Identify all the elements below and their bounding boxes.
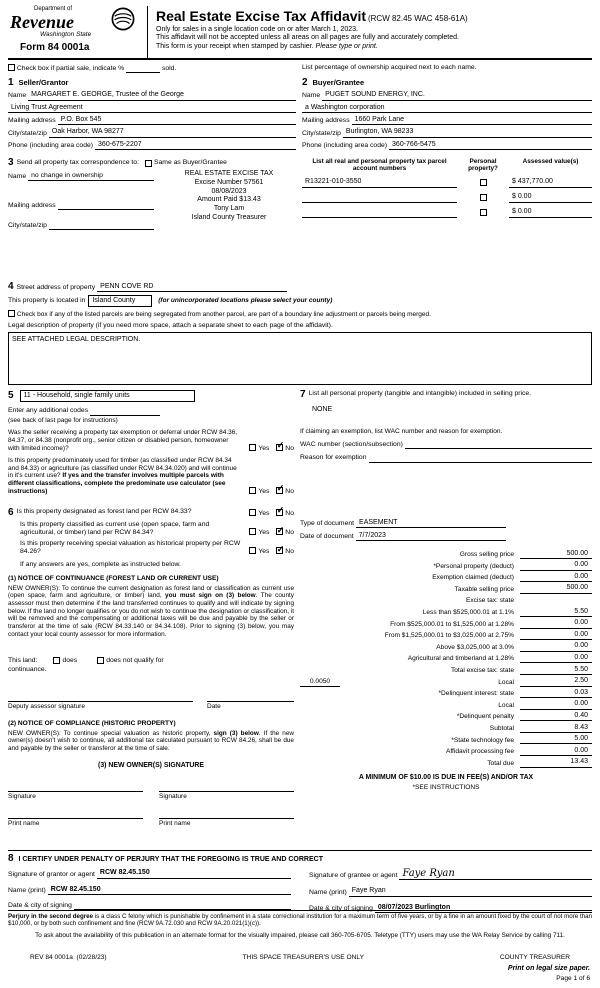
section-5 (8, 390, 294, 496)
alt-format-notice: To ask about the availability of this publication in an alternate format for the visually impaired, please call 360-705-6705. Teletype (TTY) users may use the WA Relay Service by calling 711. (35, 932, 565, 939)
form-header (8, 6, 592, 60)
forest-land-question: Is this property designated as forest land per RCW 84.33? (16, 508, 192, 515)
amount-label: *Personal property (deduct) (433, 562, 514, 570)
new-owner-signature-row (8, 782, 294, 801)
compliance-text-bold: sign (3) below (213, 729, 259, 737)
historical-property-answer (240, 543, 294, 556)
exemption-reason-label: Reason for exemption (300, 454, 367, 462)
personal-property-deduct-row (300, 559, 592, 571)
amount-label: Affidavit processing fee (445, 748, 514, 756)
exemption-question: Was the seller receiving a property tax exemption or deferral under RCW 84.36, 84.37, or 84.38 (nonprofit org., senior citizen or disabled person, homeowner with limited income)? (8, 429, 238, 452)
section-2-number: 2 (302, 77, 308, 88)
deputy-signature-line[interactable] (8, 692, 193, 702)
additional-codes-note: (see back of last page for instructions) (8, 416, 118, 424)
amount-label: *Delinquent penalty (456, 713, 514, 721)
amount-value[interactable]: 0.00 (520, 561, 592, 570)
dept-of-label: Department of (34, 6, 73, 12)
amount-label: Less than $525,000.01 at 1.1% (422, 609, 514, 617)
compliance-text-2: . If the new owner(s) doesn't wish to continue, all additional tax calculated pursuant to RCW 84.26, shall be due and payable by the seller or transferor at the time of sale. (8, 729, 295, 752)
continuance-text-bold: you must sign on (3) below (165, 592, 256, 600)
affidavit-processing-fee-row (300, 744, 592, 756)
check-icon: ✓ (276, 524, 285, 535)
compliance-paragraph (8, 730, 294, 753)
timber-answer (240, 483, 294, 496)
grantee-date-input[interactable]: 08/07/2023 Burlington (375, 904, 592, 913)
continuance-wrap-label: continuance. (8, 665, 47, 673)
timber-question (8, 457, 240, 496)
grantor-print-name-label: Name (print) (8, 887, 46, 895)
segregated-checkbox[interactable] (8, 310, 15, 317)
total-excise-state-row (300, 663, 592, 675)
amount-value[interactable]: 13.43 (520, 758, 592, 767)
legal-description-label: Legal description of property (if you need more space, attach a separate sheet to each page of the affidavit). (8, 321, 333, 329)
stamp-line: Excise Number 57561 (194, 178, 264, 186)
deputy-date-label: Date (207, 702, 221, 710)
buyer-mailing-input[interactable]: 1660 Park Lane (352, 116, 592, 125)
this-land-label: This land: (8, 656, 38, 664)
no-checkbox[interactable] (276, 483, 285, 494)
correspondence-mailing-input[interactable] (58, 202, 154, 210)
yes-label: Yes (258, 509, 270, 517)
personal-property-checkbox[interactable] (480, 209, 487, 216)
buyer-name-label: Name (302, 92, 321, 100)
grantee-date-city-label: Date & city of signing (309, 905, 373, 913)
amount-label: Subtotal (489, 724, 514, 732)
grantee-name-input[interactable]: Faye Ryan (349, 887, 592, 896)
personal-property-checkbox[interactable] (480, 194, 487, 201)
new-owner-print-line-1[interactable] (8, 809, 143, 819)
does-not-label: does not qualify for (106, 656, 164, 664)
tier2-row (300, 617, 592, 629)
grantor-signature-label: Signature of grantor or agent (8, 870, 95, 878)
delinquent-interest-local-row (300, 698, 592, 710)
buyer-section (302, 78, 592, 150)
parcel-numbers-header: List all real and personal property tax parcel account numbers (312, 158, 447, 173)
buyer-phone-input[interactable]: 360-766-5475 (389, 141, 592, 150)
property-located-label: This property is located in (8, 297, 86, 305)
legal-description-box[interactable] (8, 332, 592, 385)
amount-label: Taxable selling price (454, 585, 514, 593)
dept-state: Washington State (40, 31, 92, 39)
amount-label: Exemption claimed (deduct) (432, 574, 514, 582)
buyer-mailing-label: Mailing address (302, 117, 350, 125)
tax-computation-table (300, 547, 592, 767)
new-owner-print-row (8, 809, 294, 828)
continuance-paragraph (8, 585, 294, 639)
stamp-line: REAL ESTATE EXCISE TAX (184, 170, 274, 177)
state-technology-fee-row (300, 733, 592, 745)
minimum-due-note: A MINIMUM OF $10.00 IS DUE IN FEE(S) AND/OR TAX (358, 773, 534, 781)
grantor-signature-block (8, 869, 291, 913)
rev-number: REV 84 0001a (02/28/23) (30, 954, 107, 961)
buyer-phone-label: Phone (including area code) (302, 141, 388, 149)
seller-phone-label: Phone (including area code) (8, 141, 94, 149)
parcel-number-input[interactable]: R13221-010-3550 (302, 178, 457, 187)
forest-land-answer (240, 505, 294, 518)
seller-section (8, 78, 296, 150)
wac-number-input[interactable] (405, 441, 592, 449)
yes-label: Yes (258, 529, 270, 537)
partial-sale-sold-label: sold. (161, 65, 177, 72)
grantee-print-name-label: Name (print) (309, 888, 347, 896)
exemption-claim-note: If claiming an exemption, list WAC number and reason for exemption. (300, 428, 503, 436)
partial-sale-label: Check box if partial sale, indicate % (16, 65, 125, 72)
seller-name-input-2[interactable]: Living Trust Agreement (8, 104, 296, 113)
amount-value[interactable]: 0.40 (520, 712, 592, 721)
amount-value[interactable]: 0.00 (520, 747, 592, 756)
street-address-input[interactable]: PENN COVE RD (97, 283, 287, 292)
no-label: No (285, 487, 294, 495)
local-tax-row (300, 675, 592, 687)
county-select[interactable]: Island County (88, 295, 152, 307)
does-not-checkbox[interactable] (97, 657, 104, 664)
amount-value[interactable]: 5.50 (520, 666, 592, 675)
check-icon: ✓ (276, 543, 285, 554)
header-note-2: This affidavit will not be accepted unless all areas on all pages are fully and accurately completed. (156, 34, 459, 42)
section-4-number: 4 (8, 281, 14, 292)
yes-checkbox[interactable] (249, 547, 256, 554)
assessed-value-header: Assessed value(s) (522, 158, 579, 165)
section-6-number: 6 (8, 507, 14, 518)
seller-city-label: City/state/zip (8, 129, 47, 137)
exemption-reason-input[interactable] (369, 455, 593, 463)
amount-value[interactable]: 0.00 (520, 631, 592, 640)
check-icon: ✓ (276, 440, 285, 451)
treasurer-space-label: THIS SPACE TREASURER'S USE ONLY (242, 954, 364, 961)
amount-label: Excise tax: state (465, 597, 514, 605)
parcel-row (302, 188, 592, 203)
amount-label: *State technology fee (451, 736, 514, 744)
header-note-3-italic: Please type or print. (315, 42, 378, 50)
page-number: Page 1 of 6 (556, 975, 590, 982)
wac-number-label: WAC number (section/subsection) (300, 441, 403, 449)
section-7 (300, 390, 592, 792)
county-select-note: (for unincorporated locations please select your county) (158, 297, 333, 305)
correspondence-city-input[interactable] (49, 222, 154, 230)
current-use-answer (240, 524, 294, 537)
new-owner-signature-line-1[interactable] (8, 782, 143, 792)
grantee-signature-label: Signature of grantee or agent (309, 872, 398, 880)
no-label: No (285, 509, 294, 517)
yes-checkbox[interactable] (249, 509, 256, 516)
grantee-signature-block (309, 869, 592, 913)
yes-label: Yes (258, 548, 270, 556)
no-label: No (285, 444, 294, 452)
title-block (148, 6, 592, 58)
no-label: No (285, 548, 294, 556)
delinquent-penalty-row (300, 710, 592, 722)
new-owner-print-line-2[interactable] (159, 809, 294, 819)
personal-property-checkbox[interactable] (480, 179, 487, 186)
additional-codes-input[interactable] (90, 408, 160, 416)
correspondence-city-label: City/state/zip (8, 222, 47, 229)
section-7-number: 7 (300, 389, 306, 400)
partial-sale-row (8, 64, 592, 74)
amount-label: Gross selling price (459, 551, 514, 559)
new-owner-signature-heading: (3) NEW OWNER(S) SIGNATURE (98, 761, 204, 769)
grantor-date-city-label: Date & city of signing (8, 902, 72, 910)
correspondence-mailing-label: Mailing address (8, 202, 56, 209)
amount-label: Agricultural and timberland at 1.28% (407, 655, 514, 663)
agricultural-timberland-row (300, 652, 592, 664)
correspondence-name-input[interactable]: no change in ownership (28, 172, 154, 181)
yes-checkbox[interactable] (249, 528, 256, 535)
seller-name-input[interactable]: MARGARET E. GEORGE, Trustee of the George (28, 91, 296, 100)
amount-label: *Delinquent interest: state (438, 690, 514, 698)
amount-value[interactable]: 0.00 (520, 619, 592, 628)
agency-block (8, 6, 148, 58)
new-owner-signature-line-2[interactable] (159, 782, 294, 792)
no-checkbox[interactable] (276, 543, 285, 554)
stamp-line: Amount Paid $13.43 (197, 196, 261, 204)
buyer-title: Buyer/Grantee (312, 78, 365, 87)
section-8-number: 8 (8, 853, 14, 864)
parcel-number-input[interactable] (302, 194, 457, 203)
document-date-input[interactable]: 7/7/2023 (356, 532, 506, 541)
treasurer-stamp (156, 170, 302, 223)
excise-tax-state-header-row (300, 594, 592, 606)
answers-yes-note: If any answers are yes, complete as instructed below. (20, 560, 181, 568)
timber-question-text: Is this property predominately used for timber (as classified under RCW 84.34 and 84.33) or agriculture (as classified under RCW 84.34.020) and will continue in it's current use? (8, 456, 237, 480)
amount-label: Above $3,025,000 at 3.0% (436, 643, 514, 651)
assessed-value-input[interactable]: $ 0.00 (509, 193, 592, 202)
header-note-1: Only for sales in a single location code on or after March 1, 2023. (156, 25, 358, 33)
perjury-text: is a class C felony which is punishable by confinement in a state correctional institution for a maximum term of five years, or by a fine in an amount fixed by the court of not more than $10,000, or by both such confinement and fine (RCW 9A.72.030 and RCW 9A.20.021(1)(c)). (8, 913, 592, 928)
partial-sale-percent-input[interactable] (126, 65, 160, 73)
seller-mailing-input[interactable]: P.O. Box 545 (58, 116, 296, 125)
same-as-buyer-checkbox[interactable] (145, 160, 152, 167)
amount-value[interactable]: 0.00 (520, 654, 592, 663)
continuance-text-2: . The county assessor must then determine if the land transferred continues to qualify and will indicate by signing below. If the land no longer qualifies or you do not wish to continue the designation or classification, it will be removed and the compensating or additional taxes will be due and payable by the seller or transferor at the time of sale (RCW 84.33.140 or 84.34.108). Prior to signing (3) below, you may contact your local county assessor for more information. (8, 592, 295, 638)
section-3 (8, 158, 592, 278)
no-checkbox[interactable] (276, 440, 285, 451)
see-instructions-note: *SEE INSTRUCTIONS (412, 783, 480, 791)
parcel-row (302, 173, 592, 188)
amount-label: From $1,525,000.01 to $3,025,000 at 2.75% (384, 632, 514, 640)
personal-property-value[interactable]: NONE (312, 406, 333, 413)
amount-value[interactable]: 0.00 (520, 573, 592, 582)
personal-property-header: Personal property? (468, 158, 498, 173)
exemption-answer (240, 440, 294, 453)
section-3-number: 3 (8, 157, 14, 168)
partial-sale-checkbox[interactable] (8, 64, 15, 71)
parcel-number-input[interactable] (302, 209, 457, 218)
amount-label: From $525,000.01 to $1,525,000 at 1.28% (390, 620, 514, 628)
exemption-claimed-row (300, 571, 592, 583)
perjury-notice (8, 910, 592, 928)
check-icon: ✓ (276, 505, 285, 516)
dor-logo-icon (111, 7, 135, 34)
deputy-date-line[interactable] (207, 692, 294, 702)
subtotal-row (300, 721, 592, 733)
footer-row (30, 954, 570, 962)
correspondence-name-label: Name (8, 173, 27, 180)
tier1-row (300, 605, 592, 617)
perjury-lead: Perjury in the second degree (8, 913, 94, 920)
seller-title: Seller/Grantor (18, 78, 69, 87)
county-treasurer-label: COUNTY TREASURER (499, 954, 570, 961)
amount-value[interactable]: 500.00 (520, 584, 592, 593)
delinquent-interest-state-row (300, 687, 592, 699)
land-use-code-select[interactable]: 11 - Household, single family units (20, 390, 195, 402)
segregated-label: Check box if any of the listed parcels are being segregated from another parcel, are part of a boundary line adjustment or parcels being merged. (16, 311, 431, 319)
amount-value[interactable]: 0.00 (520, 700, 592, 709)
buyer-city-input[interactable]: Burlington, WA 98233 (343, 128, 592, 137)
certify-statement: I CERTIFY UNDER PENALTY OF PERJURY THAT THE FOREGOING IS TRUE AND CORRECT (18, 856, 323, 863)
stamp-line: Island County Treasurer (191, 213, 267, 221)
current-use-question: Is this property classified as current use (open space, farm and agricultural, or timber) land per RCW 84.34? (20, 521, 210, 537)
compliance-text-1: NEW OWNER(S): To continue special valuation as historic property, (8, 729, 214, 737)
street-address-label: Street address of property (16, 283, 96, 291)
section-4 (8, 282, 592, 385)
section-8 (8, 850, 592, 913)
tier3-row (300, 629, 592, 641)
stamp-line: Tony Lam (213, 205, 245, 212)
no-checkbox[interactable] (276, 524, 285, 535)
parcel-table (302, 158, 592, 218)
total-due-row (300, 756, 592, 768)
seller-mailing-label: Mailing address (8, 117, 56, 125)
amount-value[interactable]: 0.03 (520, 689, 592, 698)
section-1-number: 1 (8, 77, 14, 88)
amount-value[interactable]: 0.00 (520, 642, 592, 651)
amount-label: Local (498, 678, 514, 686)
amount-value[interactable]: 5.50 (520, 608, 592, 617)
grantor-signature-line[interactable]: RCW 82.45.150 (97, 869, 291, 878)
timber-question-bold: If yes and the transfer involves multiple parcels with different classifications, complete the predominate use calculator (see instructions) (8, 472, 226, 495)
grantor-name-input[interactable]: RCW 82.45.150 (48, 886, 291, 895)
section-5-number: 5 (8, 390, 14, 402)
does-label: does (62, 656, 78, 664)
signature-label: Signature (159, 792, 187, 800)
deputy-assessor-row (8, 692, 294, 711)
parcel-row (302, 203, 592, 218)
amount-value[interactable]: 2.50 (520, 677, 592, 686)
no-checkbox[interactable] (276, 505, 285, 516)
compliance-heading: (2) NOTICE OF COMPLIANCE (HISTORIC PROPERTY) (8, 719, 176, 727)
gross-selling-price-row (300, 547, 592, 559)
no-label: No (285, 529, 294, 537)
dept-name: Revenue (10, 12, 74, 33)
print-note: Print on legal size paper. (507, 965, 590, 972)
document-type-input[interactable]: EASEMENT (356, 519, 506, 528)
grantee-signature-line[interactable]: Faye Ryan (399, 869, 592, 880)
amount-value[interactable]: 8.43 (520, 724, 592, 733)
land-qualify-row (8, 657, 294, 665)
continuance-heading: (1) NOTICE OF CONTINUANCE (FOREST LAND OR CURRENT USE) (8, 574, 219, 582)
amount-label: Local (498, 701, 514, 709)
buyer-name-input-2[interactable]: a Washington corporation (302, 104, 592, 113)
yes-label: Yes (258, 444, 270, 452)
buyer-name-input[interactable]: PUGET SOUND ENERGY, INC. (322, 91, 592, 100)
document-date-label: Date of document (300, 533, 354, 541)
seller-phone-input[interactable]: 360-675-2207 (95, 141, 296, 150)
personal-property-intro: List all personal property (tangible and intangible) included in selling price. (308, 390, 532, 397)
correspondence-label: Send all property tax correspondence to: (16, 158, 139, 166)
does-checkbox[interactable] (53, 657, 60, 664)
taxable-selling-price-row (300, 582, 592, 594)
amount-label: Total excise tax: state (450, 667, 514, 675)
assessed-value-input[interactable]: $ 437,770.00 (509, 178, 592, 187)
document-type-label: Type of document (300, 519, 355, 527)
continuance-text-1: NEW OWNER(S): To continue the current designation as forest land or classification as current use (open space, farm and agriculture, or timber) land, (8, 584, 294, 600)
print-name-label: Print name (8, 819, 40, 827)
page-title: Real Estate Excise Tax Affidavit (156, 8, 367, 24)
section-6 (8, 505, 295, 827)
ownership-percentage-note: List percentage of ownership acquired next to each name. (302, 64, 477, 71)
amount-value[interactable]: 5.00 (520, 735, 592, 744)
deputy-signature-label: Deputy assessor signature (8, 702, 85, 710)
legal-description-value: SEE ATTACHED LEGAL DESCRIPTION. (12, 335, 141, 343)
title-rcw-ref: (RCW 82.45 WAC 458-61A) (367, 14, 468, 23)
amount-value[interactable]: 500.00 (520, 550, 592, 559)
amount-value (520, 596, 592, 605)
seller-name-label: Name (8, 92, 27, 100)
seller-city-input[interactable]: Oak Harbor, WA 98277 (49, 128, 296, 137)
yes-checkbox[interactable] (249, 444, 256, 451)
print-name-label: Print name (159, 819, 191, 827)
signature-label: Signature (8, 792, 36, 800)
check-icon: ✓ (276, 483, 285, 494)
header-note-3: This form is your receipt when stamped by cashier. (156, 42, 314, 50)
additional-codes-label: Enter any additional codes (8, 407, 89, 415)
amount-label: Total due (487, 759, 514, 767)
historical-property-question: Is this property receiving special valuation as historical property per RCW 84.26? (20, 540, 241, 556)
form-number: Form 84 0001a (20, 41, 90, 53)
yes-checkbox[interactable] (249, 487, 256, 494)
assessed-value-input[interactable]: $ 0.00 (509, 208, 592, 217)
local-rate-value[interactable]: 0.0050 (300, 678, 340, 687)
buyer-city-label: City/state/zip (302, 129, 341, 137)
yes-label: Yes (258, 487, 270, 495)
same-as-buyer-label: Same as Buyer/Grantee (153, 158, 227, 166)
tier4-row (300, 640, 592, 652)
stamp-line: 08/08/2023 (211, 187, 247, 195)
